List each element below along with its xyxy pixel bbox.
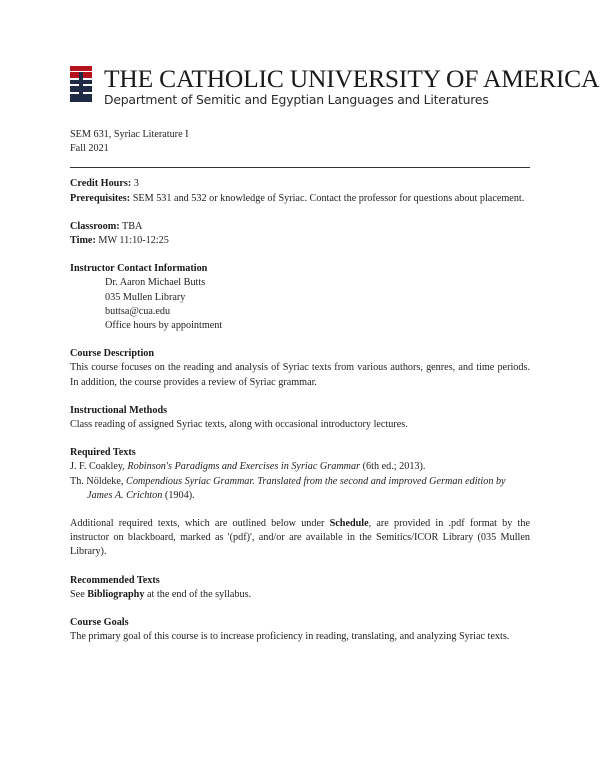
credit-hours [70,177,530,191]
course-code-title: SEM 631, Syriac Literature I [70,129,189,140]
course-goals-heading: Course Goals [70,617,129,629]
credit-hours-value: 3 [133,178,139,190]
required-texts-heading: Required Texts [70,447,136,459]
class-time [70,234,530,248]
header-divider [70,167,530,168]
university-name: THE CATHOLIC UNIVERSITY OF AMERICA [104,64,600,93]
description-text: This course focuses on the reading and analysis of Syriac texts from various authors, genres, and time periods. In addition, the course provides a review of Syriac grammar. [70,362,530,388]
syllabus-body [70,128,530,644]
classroom-value: TBA [122,220,143,232]
classroom-label: Classroom: [70,220,120,232]
instructor-name: Dr. Aaron Michael Butts [105,277,206,289]
time-value: MW 11:10-12:25 [98,235,169,247]
university-crest-icon [70,66,92,102]
recommended-texts-text: See Bibliography at the end of the syllabus. [70,588,252,600]
course-term: Fall 2021 [70,143,109,155]
prerequisites [70,192,530,206]
prerequisites-value: SEM 531 and 532 or knowledge of Syriac. Contact the professor for questions about placement. [132,192,525,204]
description-heading: Course Description [70,348,155,360]
time-label: Time: [70,235,96,247]
letterhead [70,64,600,114]
required-text-coakley: J. F. Coakley, Robinson's Paradigms and Exercises in Syriac Grammar (6th ed.; 2013). [70,461,426,473]
methods-heading: Instructional Methods [70,404,168,416]
instructor-office: 035 Mullen Library [105,291,186,303]
additional-texts-note: Additional required texts, which are outlined below under Schedule, are provided in .pdf format by the instructor on blackboard, marked as '(pdf)', and/or are available in the Semitics/ICOR Library (035 Mullen Library). [70,518,530,558]
classroom [70,220,530,234]
instructor-email[interactable]: buttsa@cua.edu [105,305,171,317]
required-text-noldeke: Th. Nöldeke, Compendious Syriac Grammar. Translated from the second and improved German edition by James A. Crichton (1904). [70,475,506,501]
prerequisites-label: Prerequisites: [70,192,131,204]
recommended-texts-heading: Recommended Texts [70,574,160,586]
instructor-office-hours: Office hours by appointment [105,320,223,332]
department-name: Department of Semitic and Egyptian Languages and Literatures [104,92,489,107]
course-goals-text: The primary goal of this course is to increase proficiency in reading, translating, and analyzing Syriac texts. [70,631,510,643]
credit-hours-label: Credit Hours: [70,178,132,190]
instructor-heading: Instructor Contact Information [70,263,208,275]
methods-text: Class reading of assigned Syriac texts, along with occasional introductory lectures. [70,419,408,431]
